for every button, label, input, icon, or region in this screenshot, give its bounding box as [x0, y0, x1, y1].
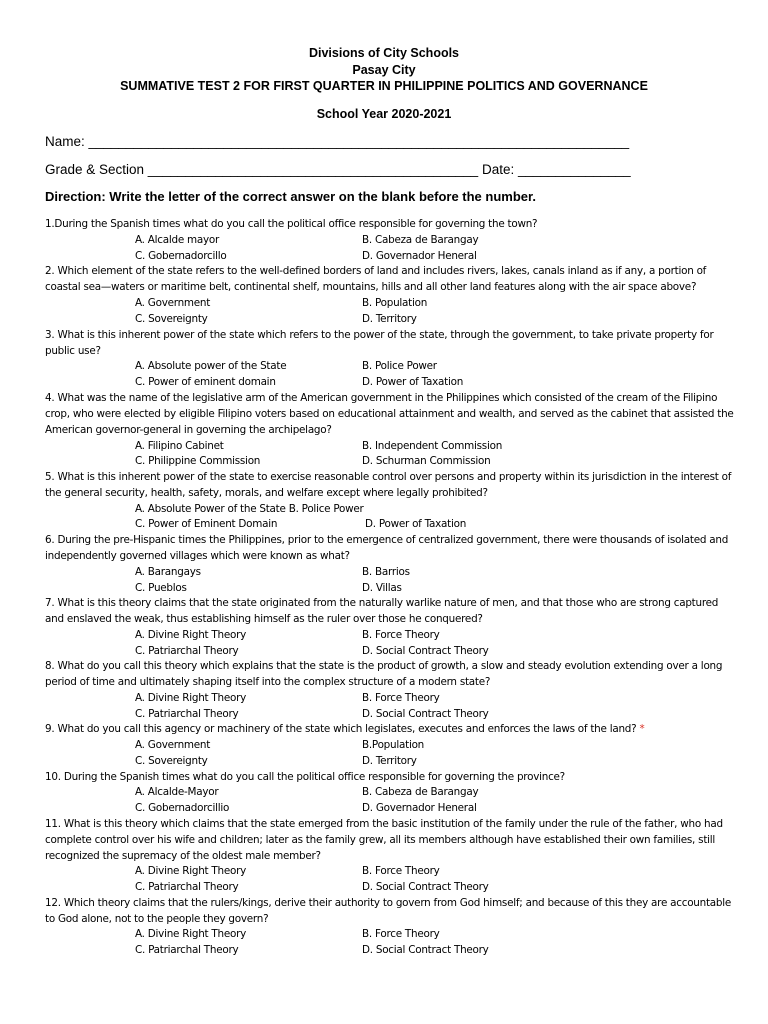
question-7: 7. What is this theory claims that the state originated from the naturally warlike nature of men, and that those who are strong captured and enslaved the weak, thus establishing himself as the ruler over those he conquered? — [45, 597, 719, 625]
option-1b: B. Cabeza de Barangay — [362, 234, 479, 246]
option-1c: C. Gobernadorcillo — [135, 250, 227, 262]
option-2a: A. Government — [135, 297, 211, 309]
option-7a: A. Divine Right Theory — [135, 629, 247, 641]
option-2d: D. Territory — [362, 313, 417, 325]
city-heading: Pasay City — [352, 63, 416, 77]
option-10d: D. Governador Heneral — [362, 802, 477, 814]
option-4b: B. Independent Commission — [362, 440, 503, 452]
option-1a: A. Alcalde mayor — [135, 234, 220, 246]
option-8d: D. Social Contract Theory — [362, 708, 489, 720]
question-10: 10. During the Spanish times what do you call the political office responsible for governing the province? — [45, 771, 565, 783]
question-6: 6. During the pre-Hispanic times the Philippines, prior to the emergence of centralized government, there were thousands of isolated and independently governed villages which were known as what? — [45, 534, 729, 562]
option-10c: C. Gobernadorcillio — [135, 802, 230, 814]
option-9b: B.Population — [362, 739, 425, 751]
question-8: 8. What do you call this theory which explains that the state is the product of growth, a slow and steady evolution extending over a long period of time and ultimately shaping itself into the complex structure of a modern state? — [45, 660, 723, 688]
option-7b: B. Force Theory — [362, 629, 440, 641]
option-5c: C. Power of Eminent Domain — [135, 518, 278, 530]
question-1: 1.During the Spanish times what do you call the political office responsible for governing the town? — [45, 218, 538, 230]
required-mark: * — [639, 723, 645, 735]
question-5: 5. What is this inherent power of the state to exercise reasonable control over persons and property within its jurisdiction in the interest of the general security, health, safety, morals, and welfare except where legally prohibited? — [45, 471, 732, 499]
name-field[interactable]: Name: ________________________________________________________________________ — [45, 134, 630, 149]
option-7c: C. Patriarchal Theory — [135, 645, 239, 657]
option-5d: D. Power of Taxation — [365, 518, 467, 530]
option-10a: A. Alcalde-Mayor — [135, 786, 219, 798]
school-year: School Year 2020-2021 — [316, 107, 452, 121]
option-11c: C. Patriarchal Theory — [135, 881, 239, 893]
option-10b: B. Cabeza de Barangay — [362, 786, 479, 798]
question-12: 12. Which theory claims that the rulers/kings, derive their authority to govern from God himself; and because of this they are accountable to God alone, not to the people they govern? — [45, 897, 732, 925]
option-5ab: A. Absolute Power of the State B. Police Power — [135, 503, 364, 515]
option-9c: C. Sovereignty — [135, 755, 208, 767]
grade-section-field[interactable]: Grade & Section ____________________________________________ — [45, 162, 479, 177]
option-7d: D. Social Contract Theory — [362, 645, 489, 657]
option-4c: C. Philippine Commission — [135, 455, 261, 467]
division-heading: Divisions of City Schools — [308, 46, 460, 60]
question-2: 2. Which element of the state refers to the well-defined borders of land and includes rivers, lakes, canals inland as if any, a portion of coastal sea—waters or maritime belt, continental shelf, mountains, hills and all other land features along with the air space above? — [45, 265, 707, 293]
option-2b: B. Population — [362, 297, 428, 309]
option-3d: D. Power of Taxation — [362, 376, 464, 388]
option-12a: A. Divine Right Theory — [135, 928, 247, 940]
option-8a: A. Divine Right Theory — [135, 692, 247, 704]
option-9d: D. Territory — [362, 755, 417, 767]
option-11b: B. Force Theory — [362, 865, 440, 877]
option-3b: B. Police Power — [362, 360, 437, 372]
test-title: SUMMATIVE TEST 2 FOR FIRST QUARTER IN PHILIPPINE POLITICS AND GOVERNANCE — [120, 79, 648, 93]
question-4: 4. What was the name of the legislative arm of the American government in the Philippines which consisted of the cream of the Filipino crop, who were elected by eligible Filipino voters based on educational attainment and wealth, and served as the cabinet that assisted the American governor-general in governing the archipelago? — [45, 392, 734, 436]
option-8b: B. Force Theory — [362, 692, 440, 704]
option-8c: C. Patriarchal Theory — [135, 708, 239, 720]
option-4a: A. Filipino Cabinet — [135, 440, 224, 452]
question-3: 3. What is this inherent power of the state which refers to the power of the state, through the government, to take private property for public use? — [45, 329, 714, 357]
option-11a: A. Divine Right Theory — [135, 865, 247, 877]
option-12c: C. Patriarchal Theory — [135, 944, 239, 956]
option-12b: B. Force Theory — [362, 928, 440, 940]
option-6c: C. Pueblos — [135, 582, 187, 594]
question-9 — [45, 722, 735, 738]
option-6a: A. Barangays — [135, 566, 201, 578]
option-11d: D. Social Contract Theory — [362, 881, 489, 893]
direction-text: Direction: Write the letter of the correct answer on the blank before the number. — [45, 189, 536, 204]
question-11: 11. What is this theory which claims that the state emerged from the basic institution of the family under the rule of the father, who had complete control over his wife and children; later as the family grew, all its members although have established their own families, still recognized the supremacy of the oldest male member? — [45, 818, 723, 862]
option-2c: C. Sovereignty — [135, 313, 208, 325]
option-4d: D. Schurman Commission — [362, 455, 491, 467]
option-12d: D. Social Contract Theory — [362, 944, 489, 956]
option-1d: D. Governador Heneral — [362, 250, 477, 262]
option-6b: B. Barrios — [362, 566, 410, 578]
option-3c: C. Power of eminent domain — [135, 376, 276, 388]
option-6d: D. Villas — [362, 582, 402, 594]
date-field[interactable]: Date: _______________ — [482, 162, 631, 177]
option-9a: A. Government — [135, 739, 211, 751]
question-9-text: 9. What do you call this agency or machinery of the state which legislates, executes and enforces the laws of the land? — [45, 723, 637, 735]
option-3a: A. Absolute power of the State — [135, 360, 287, 372]
